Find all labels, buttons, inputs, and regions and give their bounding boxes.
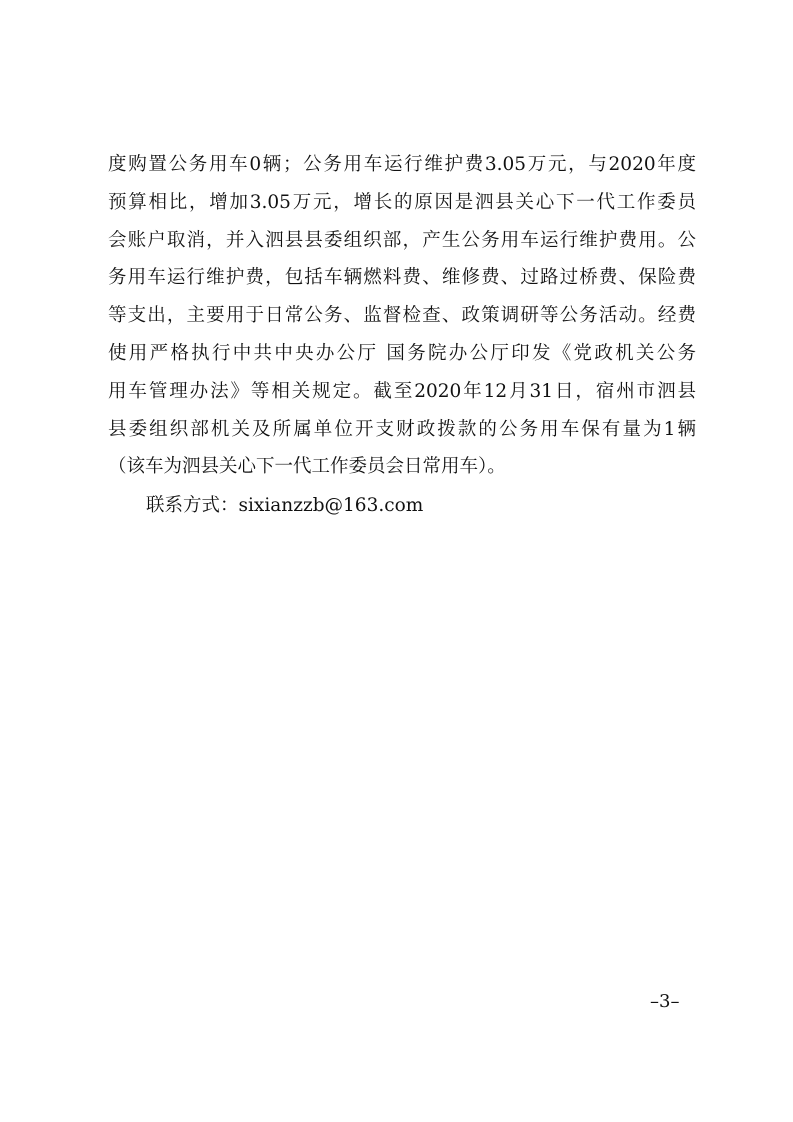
paragraph-line: （该车为泗县关心下一代工作委员会日常用车）。 — [108, 456, 506, 478]
paragraph-line: 预算相比，增加3.05万元，增长的原因是泗县关心下一代工作委员 — [108, 191, 696, 213]
paragraph-line: 等支出，主要用于日常公务、监督检查、政策调研等公务活动。经费 — [108, 305, 696, 327]
paragraph-line: 县委组织部机关及所属单位开支财政拨款的公务用车保有量为1辆 — [108, 418, 696, 440]
paragraph-line: 使用严格执行中共中央办公厅 国务院办公厅印发《党政机关公务 — [108, 342, 696, 364]
paragraph-line: 务用车运行维护费，包括车辆燃料费、维修费、过路过桥费、保险费 — [108, 267, 696, 289]
paragraph-line: 度购置公务用车0辆；公务用车运行维护费3.05万元，与2020年度 — [108, 154, 696, 175]
page-number: –3– — [650, 991, 680, 1012]
paragraph-line: 用车管理办法》等相关规定。截至2020年12月31日，宿州市泗县 — [108, 380, 696, 402]
body-paragraph — [108, 146, 696, 486]
contact-info: 联系方式：sixianzzb@163.com — [146, 495, 424, 516]
paragraph-line: 会账户取消，并入泗县县委组织部，产生公务用车运行维护费用。公 — [108, 229, 696, 251]
